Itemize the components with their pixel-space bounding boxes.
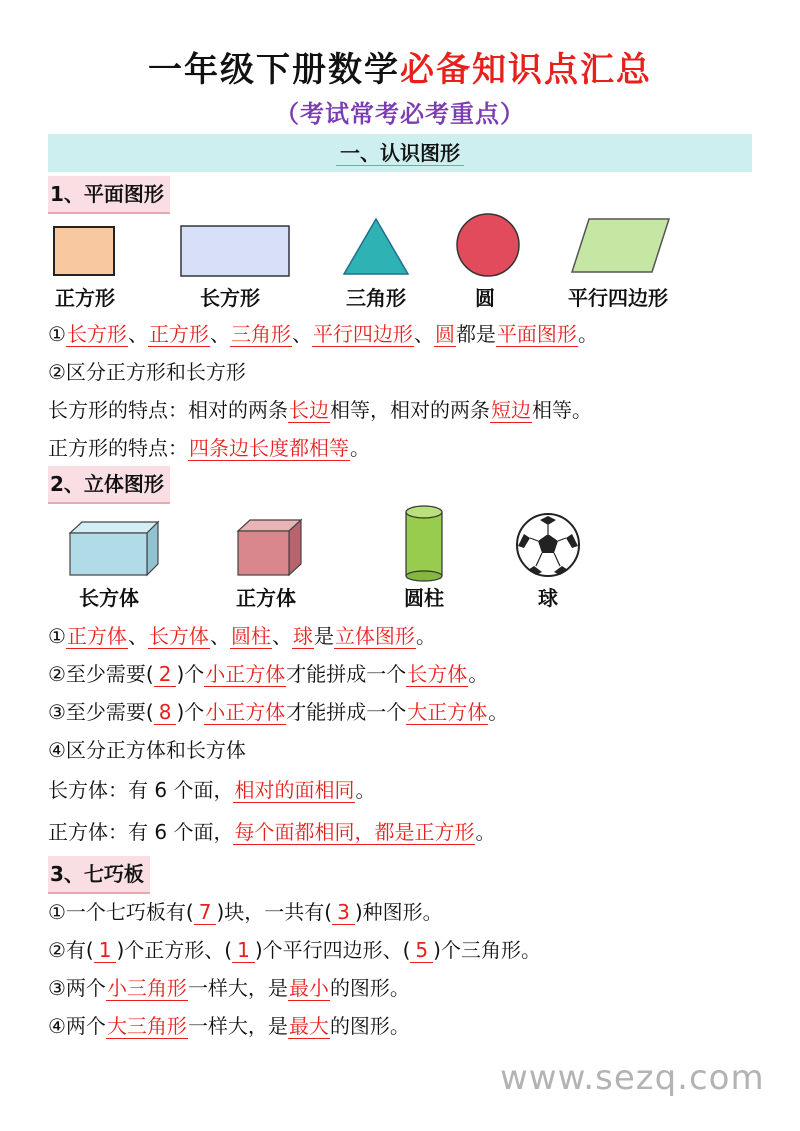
square-shape <box>54 227 114 275</box>
chapter-title: 一、认识图形 <box>336 141 464 166</box>
label-square: 正方形 <box>55 286 115 310</box>
tangram-fact-3: ③两个小三角形一样大，是最小的图形。 <box>48 976 410 1000</box>
page-subtitle: （考试常考必考重点） <box>275 100 525 128</box>
label-cube: 正方体 <box>236 586 296 610</box>
solid-fact-5: 长方体：有 6 个面，相对的面相同。 <box>48 778 376 802</box>
title-black: 一年级下册数学 <box>148 50 400 90</box>
solid-fact-2: ②至少需要( 2 )个小正方体才能拼成一个长方体。 <box>48 662 489 686</box>
solid-fact-1: ①正方体、长方体、圆柱、球是立体图形。 <box>48 624 436 648</box>
plane-fact-3: 长方形的特点：相对的两条长边相等，相对的两条短边相等。 <box>48 398 592 422</box>
label-ball: 球 <box>538 586 558 610</box>
section-heading-solid: 2、立体图形 <box>48 466 170 504</box>
label-rectangle: 长方形 <box>200 286 260 310</box>
tangram-fact-1: ①一个七巧板有( 7 )块，一共有( 3 )种图形。 <box>48 900 443 924</box>
plane-fact-2: ②区分正方形和长方形 <box>48 360 246 384</box>
section-heading-plane: 1、平面图形 <box>48 176 170 214</box>
label-cylinder: 圆柱 <box>404 586 444 610</box>
watermark-url: www.sezq.com <box>500 1058 765 1098</box>
label-parallelogram: 平行四边形 <box>568 286 668 310</box>
solid-fact-6: 正方体：有 6 个面，每个面都相同，都是正方形。 <box>48 820 496 844</box>
cuboid-solid <box>70 522 158 575</box>
circle-shape <box>457 214 519 276</box>
label-circle: 圆 <box>475 286 495 310</box>
parallelogram-shape <box>572 219 669 272</box>
cube-solid <box>238 520 301 575</box>
tangram-fact-2: ②有( 1 )个正方形、( 1 )个平行四边形、( 5 )个三角形。 <box>48 938 541 962</box>
plane-fact-1: ①长方形、正方形、三角形、平行四边形、圆都是平面图形。 <box>48 322 598 346</box>
triangle-shape <box>344 219 408 274</box>
soccer-ball <box>517 514 579 576</box>
section-heading-tangram: 3、七巧板 <box>48 856 150 894</box>
solid-fact-3: ③至少需要( 8 )个小正方体才能拼成一个大正方体。 <box>48 700 509 724</box>
rectangle-shape <box>181 226 289 276</box>
title-red: 必备知识点汇总 <box>400 50 652 90</box>
tangram-fact-4: ④两个大三角形一样大，是最大的图形。 <box>48 1014 410 1038</box>
label-triangle: 三角形 <box>346 286 406 310</box>
label-cuboid: 长方体 <box>79 586 139 610</box>
solid-fact-4: ④区分正方体和长方体 <box>48 738 246 762</box>
cylinder-solid <box>406 506 442 581</box>
plane-fact-4: 正方形的特点：四条边长度都相等。 <box>48 436 370 460</box>
